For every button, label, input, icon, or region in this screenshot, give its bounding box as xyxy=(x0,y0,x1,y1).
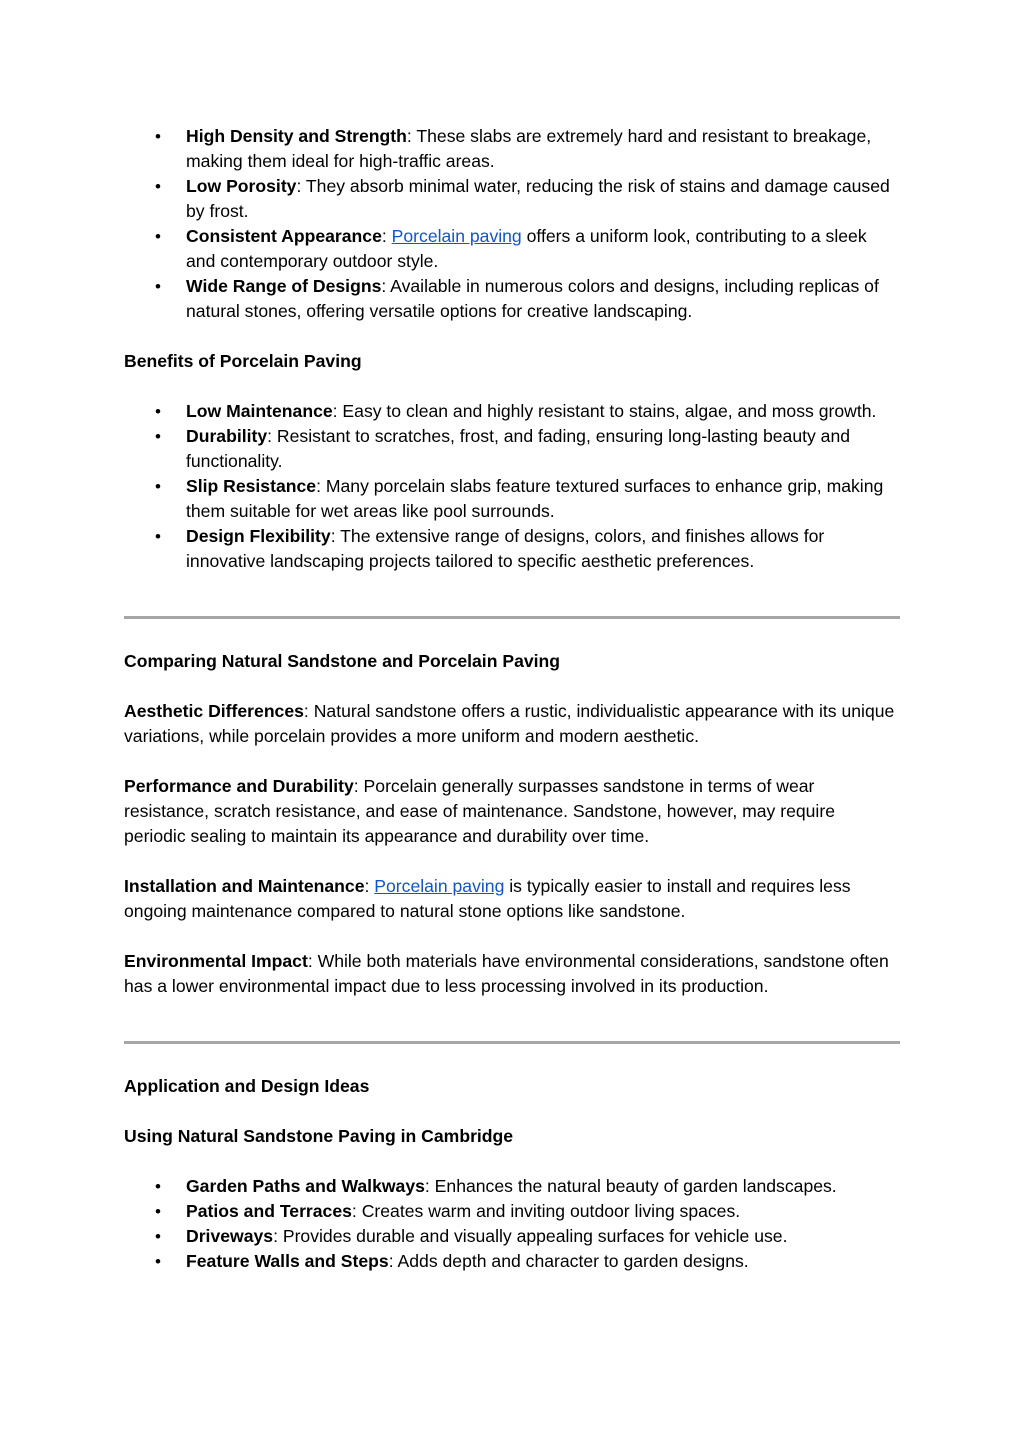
comparison-paragraph xyxy=(124,949,900,999)
item-text: Available in numerous colors and designs, including replicas of natural stones, offering versatile options for creative landscaping. xyxy=(186,276,879,321)
list-item xyxy=(124,424,900,474)
comparison-paragraph xyxy=(124,699,900,749)
list-item xyxy=(124,524,900,574)
item-separator: : xyxy=(424,1176,430,1196)
item-text: These slabs are extremely hard and resistant to breakage, making them ideal for high-traffic areas. xyxy=(186,126,872,171)
item-title: Low Porosity xyxy=(186,176,297,196)
porcelain-paving-link[interactable]: Porcelain paving xyxy=(391,226,522,246)
porcelain-features-list xyxy=(124,124,900,324)
list-item xyxy=(124,124,900,174)
item-separator: : xyxy=(267,426,273,446)
benefits-list xyxy=(124,399,900,574)
item-title: Consistent Appearance xyxy=(186,226,382,246)
item-title: Feature Walls and Steps xyxy=(186,1251,389,1271)
application-subheading: Using Natural Sandstone Paving in Cambridge xyxy=(124,1126,514,1146)
document-page xyxy=(124,124,900,1274)
item-text: Enhances the natural beauty of garden landscapes. xyxy=(429,1176,837,1196)
item-title: Slip Resistance xyxy=(186,476,317,496)
item-text: Many porcelain slabs feature textured surfaces to enhance grip, making them suitable for wet areas like pool surrounds. xyxy=(186,476,884,521)
item-title: Garden Paths and Walkways xyxy=(186,1176,425,1196)
item-title: Driveways xyxy=(186,1226,274,1246)
application-list xyxy=(124,1174,900,1274)
comparison-heading: Comparing Natural Sandstone and Porcelain Paving xyxy=(124,651,561,671)
comparison-paragraph xyxy=(124,774,900,849)
item-text: Adds depth and character to garden designs. xyxy=(393,1251,749,1271)
list-item xyxy=(124,1174,900,1199)
paragraph-title: Performance and Durability xyxy=(124,776,354,796)
item-title: Wide Range of Designs xyxy=(186,276,382,296)
item-text: Easy to clean and highly resistant to stains, algae, and moss growth. xyxy=(337,401,877,421)
item-separator: : xyxy=(332,401,338,421)
item-separator: : xyxy=(406,126,412,146)
paragraph-separator: : xyxy=(307,951,313,971)
list-item xyxy=(124,474,900,524)
paragraph-separator: : xyxy=(353,776,359,796)
item-separator: : xyxy=(381,276,387,296)
paragraph-title: Installation and Maintenance xyxy=(124,876,365,896)
paragraph-text: While both materials have environmental considerations, sandstone often has a lower environmental impact due to less processing involved in its production. xyxy=(124,951,889,996)
item-title: High Density and Strength xyxy=(186,126,407,146)
list-item xyxy=(124,1249,900,1274)
comparison-paragraph xyxy=(124,874,900,924)
item-text: Resistant to scratches, frost, and fading, ensuring long-lasting beauty and functionality. xyxy=(186,426,851,471)
list-item xyxy=(124,274,900,324)
paragraph-text: Natural sandstone offers a rustic, individualistic appearance with its unique variations, while porcelain provides a more uniform and modern aesthetic. xyxy=(124,701,895,746)
list-item xyxy=(124,1199,900,1224)
list-item xyxy=(124,174,900,224)
item-separator: : xyxy=(330,526,336,546)
paragraph-title: Aesthetic Differences xyxy=(124,701,304,721)
porcelain-paving-link[interactable]: Porcelain paving xyxy=(374,876,505,896)
paragraph-text: Porcelain generally surpasses sandstone in terms of wear resistance, scratch resistance, and ease of maintenance. Sandstone, however, may require periodic sealing to maintain its appearance and durability over time. xyxy=(124,776,835,846)
list-item xyxy=(124,1224,900,1249)
item-text: offers a uniform look, contributing to a sleek and contemporary outdoor style. xyxy=(186,226,867,271)
paragraph-separator: : xyxy=(303,701,309,721)
item-separator: : xyxy=(316,476,321,496)
application-heading: Application and Design Ideas xyxy=(124,1076,370,1096)
item-separator: : xyxy=(351,1201,357,1221)
list-item xyxy=(124,224,900,274)
item-title: Low Maintenance xyxy=(186,401,333,421)
paragraph-separator: : xyxy=(364,876,375,896)
item-title: Patios and Terraces xyxy=(186,1201,352,1221)
item-separator: : xyxy=(381,226,392,246)
list-item xyxy=(124,399,900,424)
item-text: The extensive range of designs, colors, and finishes allows for innovative landscaping projects tailored to specific aesthetic preferences. xyxy=(186,526,825,571)
item-separator: : xyxy=(388,1251,394,1271)
item-title: Durability xyxy=(186,426,268,446)
item-text: They absorb minimal water, reducing the risk of stains and damage caused by frost. xyxy=(186,176,890,221)
item-separator: : xyxy=(273,1226,278,1246)
paragraph-title: Environmental Impact xyxy=(124,951,308,971)
item-text: Creates warm and inviting outdoor living spaces. xyxy=(356,1201,741,1221)
item-separator: : xyxy=(296,176,302,196)
item-text: Provides durable and visually appealing surfaces for vehicle use. xyxy=(277,1226,788,1246)
item-title: Design Flexibility xyxy=(186,526,331,546)
paragraph-text: is typically easier to install and requires less ongoing maintenance compared to natural stone options like sandstone. xyxy=(124,876,851,921)
benefits-heading: Benefits of Porcelain Paving xyxy=(124,351,362,371)
